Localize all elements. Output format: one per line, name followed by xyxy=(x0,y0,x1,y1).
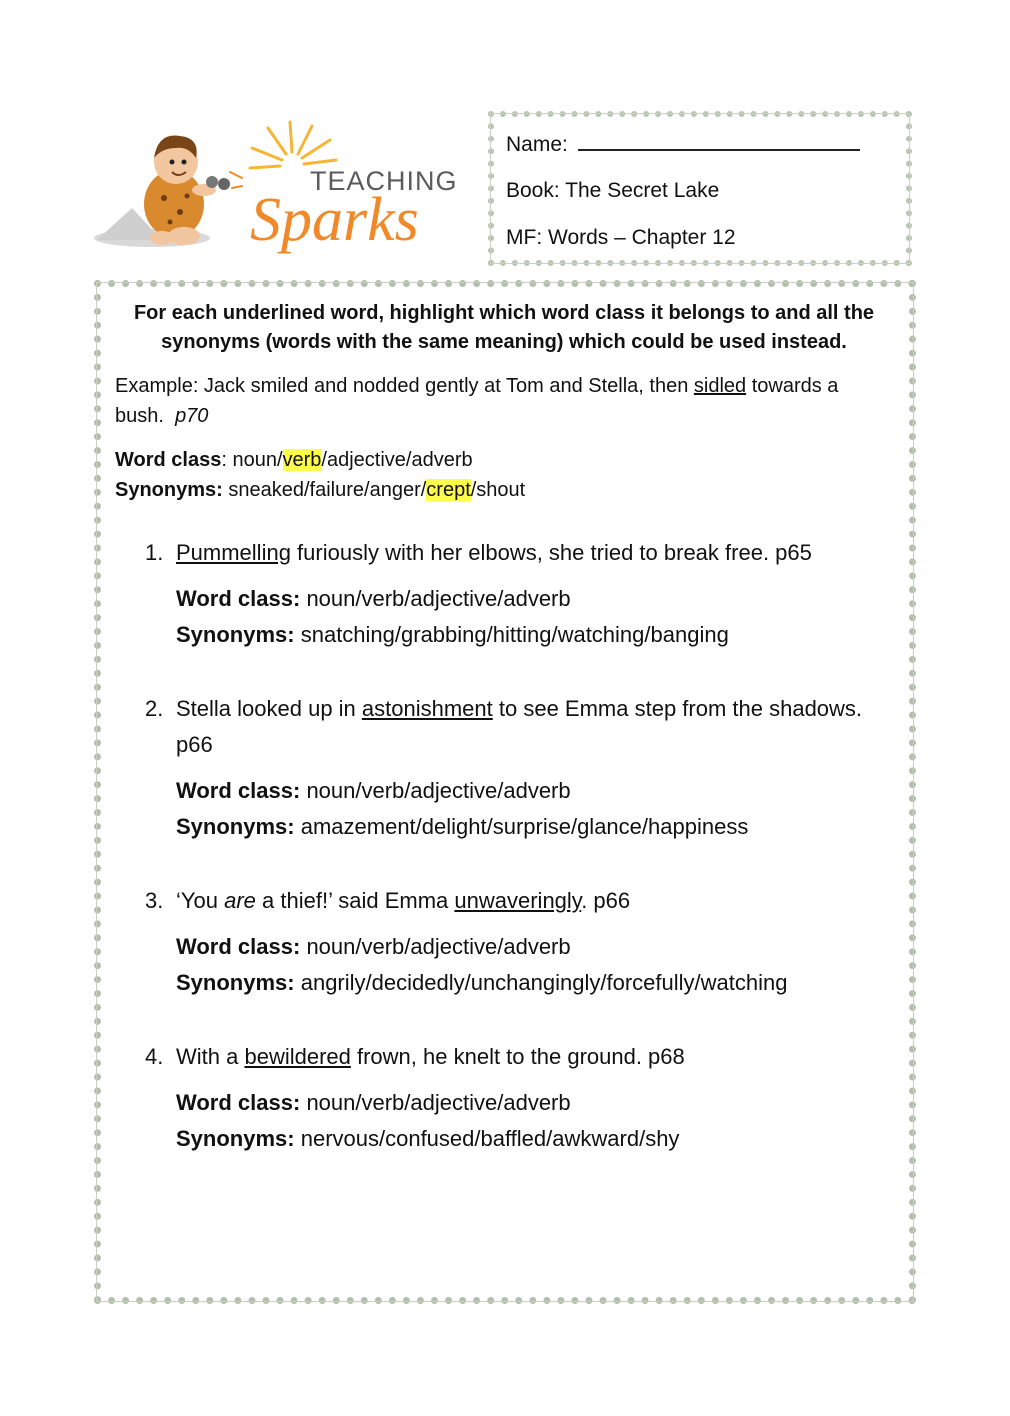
sentence-before: With a xyxy=(176,1044,245,1069)
question-number: 4. xyxy=(145,1044,164,1069)
word-class-values[interactable]: noun/verb/adjective/adverb xyxy=(306,1090,571,1115)
name-line xyxy=(506,127,906,174)
example-intro: Example: Jack smiled and nodded gently at Tom and Stella, then xyxy=(115,375,689,397)
word-class-options[interactable] xyxy=(176,1085,893,1121)
synonyms-label: Synonyms: xyxy=(176,622,295,647)
sentence-after: furiously with her elbows, she tried to break free. p65 xyxy=(290,540,812,565)
word-class-options[interactable] xyxy=(176,581,893,617)
example-sentence xyxy=(115,371,893,431)
synonym-options[interactable] xyxy=(176,809,893,845)
mf-label: MF: xyxy=(506,226,543,249)
example-synonyms-highlight: crept xyxy=(426,479,471,501)
word-class-values[interactable]: noun/verb/adjective/adverb xyxy=(306,934,571,959)
teaching-sparks-logo xyxy=(92,112,472,262)
sentence-after: to see Emma step from the shadows. p66 xyxy=(176,696,863,757)
word-class-label: Word class: xyxy=(176,1090,301,1115)
example-word-class-before: : noun/ xyxy=(221,449,283,471)
question-item xyxy=(145,1039,893,1157)
example-synonyms-after: /shout xyxy=(470,479,526,501)
example-rest: towards a bush. xyxy=(115,375,839,427)
synonym-values[interactable]: nervous/confused/baffled/awkward/shy xyxy=(300,1126,680,1151)
question-item xyxy=(145,883,893,1001)
example-word-class-after: /adjective/adverb xyxy=(321,449,473,471)
question-list xyxy=(115,535,893,1157)
book-label: Book: xyxy=(506,179,560,202)
question-sentence xyxy=(176,883,893,919)
question-sentence xyxy=(176,1039,893,1075)
underlined-word: unwaveringly xyxy=(454,888,582,913)
caveman-logo-icon xyxy=(92,112,472,262)
word-class-options[interactable] xyxy=(176,929,893,965)
name-blank-field[interactable] xyxy=(578,127,860,151)
example-synonyms-label: Synonyms: xyxy=(115,479,223,501)
example-synonyms xyxy=(115,475,893,505)
question-number: 1. xyxy=(145,540,164,565)
example-word-class-highlight: verb xyxy=(282,449,322,471)
synonyms-label: Synonyms: xyxy=(176,814,295,839)
question-sentence xyxy=(176,691,893,763)
example-page: p70 xyxy=(175,405,209,427)
word-class-label: Word class: xyxy=(176,778,301,803)
italic-word: are xyxy=(224,888,256,913)
word-class-label: Word class: xyxy=(176,934,301,959)
instruction-text: For each underlined word, highlight which word class it belongs to and all the synonyms (words with the same meaning) which could be used instead. xyxy=(133,302,875,353)
synonym-options[interactable] xyxy=(176,965,893,1001)
underlined-word: astonishment xyxy=(361,696,493,721)
svg-text:TEACHING: TEACHING xyxy=(310,166,458,196)
example-underlined-word: sidled xyxy=(693,375,747,397)
synonym-values[interactable]: snatching/grabbing/hitting/watching/banging xyxy=(300,622,729,647)
synonym-options[interactable] xyxy=(176,617,893,653)
mf-line xyxy=(506,221,906,268)
example-word-class-label: Word class xyxy=(115,449,222,471)
question-number: 3. xyxy=(145,888,164,913)
question-sentence xyxy=(176,535,893,571)
student-info-box xyxy=(488,111,912,266)
synonyms-label: Synonyms: xyxy=(176,1126,295,1151)
sentence-before: ‘You xyxy=(176,888,225,913)
question-item xyxy=(145,691,893,845)
example-synonyms-before: sneaked/failure/anger/ xyxy=(222,479,427,501)
name-label: Name: xyxy=(506,133,568,156)
book-title: The Secret Lake xyxy=(565,179,720,202)
worksheet-main-box xyxy=(94,280,916,1304)
sentence-before: Stella looked up in xyxy=(176,696,362,721)
word-class-label: Word class: xyxy=(176,586,301,611)
synonym-values[interactable]: angrily/decidedly/unchangingly/forcefully/watching xyxy=(300,970,788,995)
synonym-options[interactable] xyxy=(176,1121,893,1157)
underlined-word: Pummelling xyxy=(176,540,291,565)
svg-text:Sparks: Sparks xyxy=(250,186,419,254)
synonyms-label: Synonyms: xyxy=(176,970,295,995)
book-line xyxy=(506,174,906,221)
sentence-after: frown, he knelt to the ground. p68 xyxy=(350,1044,685,1069)
synonym-values[interactable]: amazement/delight/surprise/glance/happiness xyxy=(300,814,749,839)
example-word-class xyxy=(115,445,893,475)
mf-value: Words – Chapter 12 xyxy=(548,226,736,249)
underlined-word: bewildered xyxy=(244,1044,351,1069)
word-class-values[interactable]: noun/verb/adjective/adverb xyxy=(306,778,571,803)
word-class-values[interactable]: noun/verb/adjective/adverb xyxy=(306,586,571,611)
sentence-middle: a thief!’ said Emma xyxy=(255,888,455,913)
word-class-options[interactable] xyxy=(176,773,893,809)
question-number: 2. xyxy=(145,696,164,721)
question-item xyxy=(145,535,893,653)
sentence-after: . p66 xyxy=(581,888,631,913)
